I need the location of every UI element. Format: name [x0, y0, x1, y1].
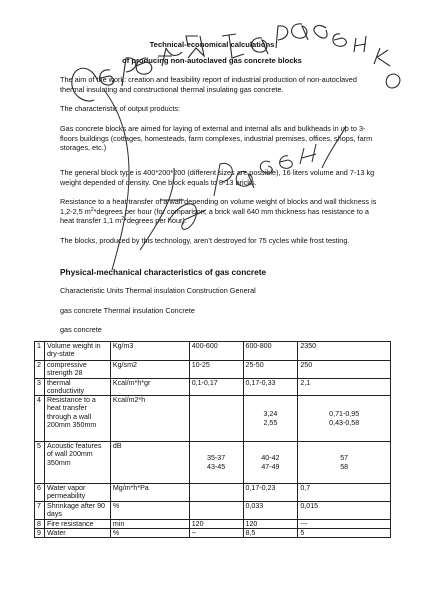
thermal-insulation-cell: --	[189, 529, 243, 538]
unit-cell: %	[110, 529, 189, 538]
characteristic-cell: Water vapor permeability	[44, 484, 110, 502]
table-row	[35, 361, 391, 379]
characteristic-cell: Fire resistance	[44, 519, 110, 528]
general-concrete-cell: 5	[298, 529, 391, 538]
row-number-cell: 5	[35, 442, 45, 484]
output-characteristic-paragraph: The characteristic of output products:	[60, 104, 181, 113]
row-number-cell: 9	[35, 529, 45, 538]
general-concrete-cell: ---	[298, 519, 391, 528]
table-row	[35, 442, 391, 484]
thermal-insulation-cell: 400-600	[189, 342, 243, 361]
general-concrete-cell: 2350	[298, 342, 391, 361]
general-concrete-cell: 57 58	[298, 442, 391, 484]
characteristics-table	[34, 341, 391, 538]
section-heading: Physical-mechanical characteristics of gas concrete	[60, 267, 267, 277]
construction-cell: 0,033	[243, 501, 298, 519]
general-concrete-cell: 2,1	[298, 378, 391, 396]
row-number-cell: 3	[35, 378, 45, 396]
frost-paragraph: The blocks, produced by this technology, aren’t destroyed for 75 cycles while frost testing.	[60, 236, 350, 245]
characteristic-cell: Acoustic features of wall 200mm 350mm	[44, 442, 110, 484]
aim-paragraph: The aim of the work: creation and feasibility report of industrial production of non-autoclaved thermal insulating and constructional thermal insulating gas concrete.	[60, 75, 357, 94]
construction-cell: 120	[243, 519, 298, 528]
thermal-insulation-cell	[189, 501, 243, 519]
unit-cell: min	[110, 519, 189, 528]
characteristic-cell: compressive strength 28	[44, 361, 110, 379]
block-type-paragraph: The general block type is 400*200*200 (different sizes are possible), 16 liters volume and 7-13 kg weight depended of density. One block equals to 8-13 bricks.	[60, 168, 375, 187]
thermal-insulation-cell: 0,1-0,17	[189, 378, 243, 396]
unit-cell: Kg/m3	[110, 342, 189, 361]
document-title: Technical-economical calculations	[149, 40, 275, 49]
table-row	[35, 519, 391, 528]
construction-cell: 25-50	[243, 361, 298, 379]
unit-cell: %	[110, 501, 189, 519]
table-row	[35, 529, 391, 538]
construction-cell: 600-800	[243, 342, 298, 361]
table-row	[35, 501, 391, 519]
thermal-insulation-cell	[189, 396, 243, 442]
general-concrete-cell: 250	[298, 361, 391, 379]
characteristic-cell: Water	[44, 529, 110, 538]
general-concrete-cell: 0,71-0,95 0,43-0,58	[298, 396, 391, 442]
construction-cell: 3,24 2,55	[243, 396, 298, 442]
characteristic-cell: Shrinkage after 90 days	[44, 501, 110, 519]
characteristic-cell: thermal conductivity	[44, 378, 110, 396]
construction-cell: 0,17-0,23	[243, 484, 298, 502]
row-number-cell: 7	[35, 501, 45, 519]
characteristic-cell: Volume weight in dry-state	[44, 342, 110, 361]
characteristic-cell: Resistance to a heat transfer through a wall 200mm 350mm	[44, 396, 110, 442]
unit-cell: Kcal/m*h*gr	[110, 378, 189, 396]
purpose-paragraph: Gas concrete blocks are aimed for laying of external and internal alls and bulkheads in up to 3-floors buildings (cottages, homesteads, farm complexes, industrial premises, offices, shops, farm storages, etc.)	[60, 124, 373, 153]
unit-cell: dB	[110, 442, 189, 484]
construction-cell: 0,17-0,33	[243, 378, 298, 396]
thermal-insulation-cell: 35-37 43-45	[189, 442, 243, 484]
document-subtitle: of producing non-autoclaved gas concrete blocks	[122, 56, 302, 65]
row-number-cell: 8	[35, 519, 45, 528]
row-number-cell: 1	[35, 342, 45, 361]
heat-resistance-paragraph: Resistance to a heat transfer of a wall depending on volume weight of blocks and wall thickness is 1,2-2,5 $m^2*degrees$ per hour (for comparison, a brick wall 640 mm thickness has resistance to a heat transfer 1,1 $m^2*degrees$ per hour).	[60, 197, 377, 226]
thermal-insulation-cell: 120	[189, 519, 243, 528]
caption-line-3: gas concrete	[60, 325, 102, 334]
general-concrete-cell: 0,7	[298, 484, 391, 502]
general-concrete-cell: 0,015	[298, 501, 391, 519]
unit-cell: Kg/sm2	[110, 361, 189, 379]
construction-cell: 8,5	[243, 529, 298, 538]
unit-cell: Mg/m*h*Pa	[110, 484, 189, 502]
caption-line-1: Characteristic Units Thermal insulation Construction General	[60, 286, 256, 295]
table-row	[35, 396, 391, 442]
caption-line-2: gas concrete Thermal insulation Concrete	[60, 306, 195, 315]
table-row	[35, 342, 391, 361]
thermal-insulation-cell	[189, 484, 243, 502]
row-number-cell: 4	[35, 396, 45, 442]
row-number-cell: 6	[35, 484, 45, 502]
thermal-insulation-cell: 10-25	[189, 361, 243, 379]
table-row	[35, 378, 391, 396]
unit-cell: Kcal/m2*h	[110, 396, 189, 442]
row-number-cell: 2	[35, 361, 45, 379]
construction-cell: 40-42 47-49	[243, 442, 298, 484]
table-row	[35, 484, 391, 502]
